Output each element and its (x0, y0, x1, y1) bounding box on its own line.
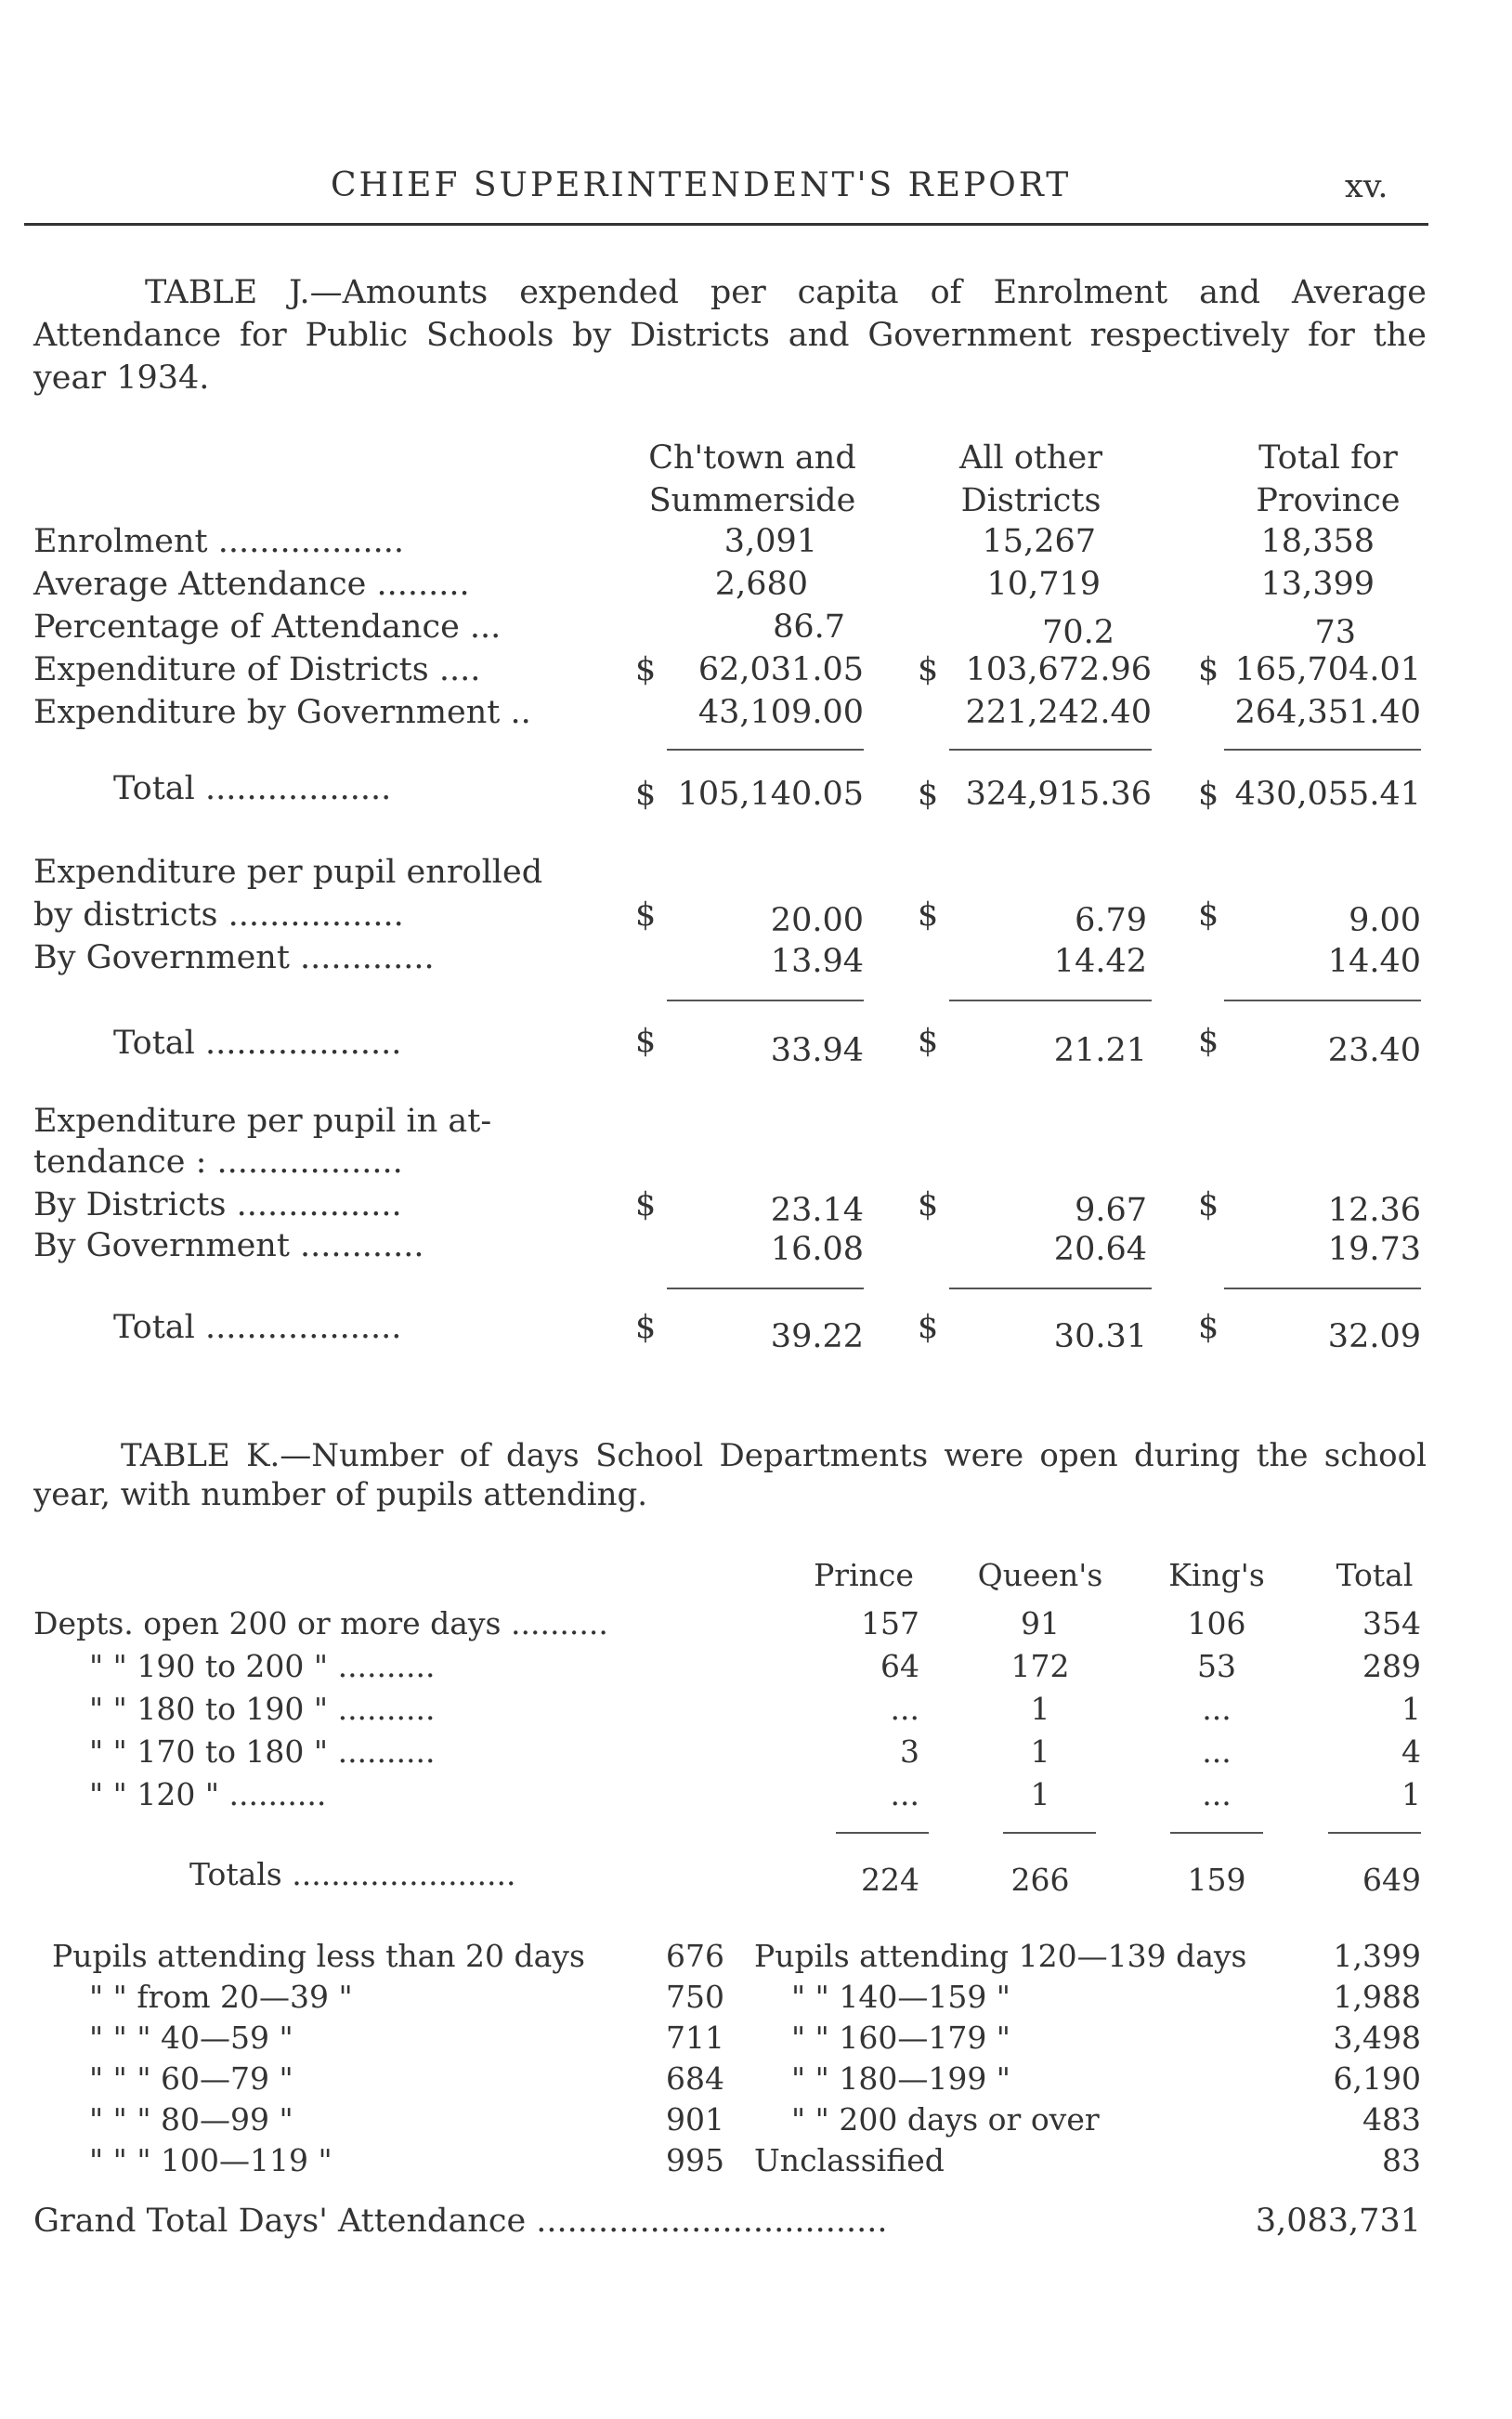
attendance-government-cell: 19.73 (1327, 1231, 1421, 1268)
pupils-right-value: 83 (1382, 2142, 1421, 2178)
table-j-row-label: Expenditure by Government .. (33, 694, 531, 731)
table-k-row-label: " " 120 " .......... (89, 1776, 327, 1812)
sum-rule (836, 1832, 929, 1834)
attendance-districts-cell: 23.14 (770, 1192, 864, 1229)
enrolled-total-label: Total ................... (113, 1025, 402, 1062)
page-number: xv. (1345, 168, 1388, 205)
pupils-left-label: " " " 80—99 " (89, 2101, 293, 2138)
sum-rule (667, 1000, 864, 1001)
table-k-cell: ... (890, 1691, 919, 1727)
sum-rule (949, 1288, 1152, 1289)
pupils-left-value: 995 (666, 2142, 724, 2178)
sum-rule (1224, 749, 1421, 751)
table-k-total-cell: 224 (861, 1862, 919, 1898)
dollar-sign: $ (1198, 1309, 1219, 1346)
sum-rule (949, 749, 1152, 751)
attendance-label-4: By Government ............ (33, 1227, 424, 1264)
table-k-cell: 64 (880, 1648, 919, 1684)
dollar-sign: $ (918, 896, 939, 934)
table-j-cell: 3,091 (723, 523, 817, 560)
table-j-cell: 43,109.00 (697, 694, 864, 731)
attendance-districts-cell: 9.67 (1075, 1192, 1147, 1229)
table-k-cell: ... (890, 1776, 919, 1812)
pupils-left-value: 676 (666, 1938, 724, 1974)
table-k-cell: 1 (1401, 1691, 1421, 1727)
header-rule (24, 223, 1428, 226)
attendance-government-cell: 16.08 (770, 1231, 864, 1268)
dollar-sign: $ (635, 896, 657, 934)
table-k-cell: 91 (1021, 1605, 1060, 1641)
pupils-left-label: Pupils attending less than 20 days (52, 1938, 585, 1974)
table-k-total-cell: 266 (1010, 1862, 1070, 1898)
table-k-row-label: Depts. open 200 or more days .......... (33, 1605, 608, 1641)
pupils-right-label: Pupils attending 120—139 days (754, 1938, 1247, 1974)
page-header-title: CHIEF SUPERINTENDENT'S REPORT (331, 166, 1072, 204)
table-j-row-label: Average Attendance ......... (33, 566, 470, 603)
table-j-cell: 10,719 (986, 566, 1101, 603)
table-j-row-label: Percentage of Attendance ... (33, 608, 502, 646)
pupils-left-label: " " " 60—79 " (89, 2060, 293, 2097)
grand-total-label: Grand Total Days' Attendance .................................. (33, 2203, 888, 2240)
sum-rule (1003, 1832, 1096, 1834)
dollar-sign: $ (1198, 1186, 1219, 1223)
pupils-right-label: " " 180—199 " (791, 2060, 1010, 2097)
enrolled-districts-cell: 20.00 (770, 902, 864, 939)
dollar-sign: $ (635, 1309, 657, 1346)
table-j-row-label: Enrolment .................. (33, 523, 404, 560)
table-j-cell: 165,704.01 (1234, 651, 1421, 688)
pupils-left-label: " " from 20—39 " (89, 1979, 353, 2015)
table-k-col-header: Prince (814, 1557, 914, 1593)
enrolled-label-1: Expenditure per pupil enrolled (33, 854, 543, 891)
table-k-cell: 3 (900, 1733, 919, 1770)
attendance-total-label: Total ................... (113, 1309, 402, 1346)
table-k-total-cell: 649 (1362, 1862, 1421, 1898)
dollar-sign: $ (918, 776, 939, 813)
attendance-districts-cell: 12.36 (1327, 1192, 1421, 1229)
attendance-total-cell: 30.31 (1053, 1318, 1147, 1355)
enrolled-districts-cell: 6.79 (1075, 902, 1147, 939)
enrolled-label-2: by districts ................. (33, 896, 404, 934)
table-k-cell: 1 (1030, 1691, 1050, 1727)
table-j-total-cell: 430,055.41 (1234, 776, 1421, 813)
attendance-label-1: Expenditure per pupil in at- (33, 1103, 492, 1140)
sum-rule (667, 749, 864, 751)
enrolled-total-cell: 23.40 (1327, 1032, 1421, 1069)
table-j-cell: 70.2 (1042, 614, 1114, 651)
pupils-right-value: 3,498 (1333, 2020, 1421, 2056)
table-j-col3-header: Total for Province (1256, 439, 1401, 519)
pupils-left-value: 901 (666, 2101, 724, 2138)
dollar-sign: $ (1198, 776, 1219, 813)
pupils-left-value: 750 (666, 1979, 724, 2015)
table-j-cell: 221,242.40 (965, 694, 1152, 731)
table-k-cell: 172 (1010, 1648, 1070, 1684)
pupils-right-label: Unclassified (754, 2142, 945, 2178)
enrolled-total-cell: 33.94 (770, 1032, 864, 1069)
dollar-sign: $ (635, 1186, 657, 1223)
table-k-cell: ... (1202, 1691, 1232, 1727)
dollar-sign: $ (1198, 1023, 1219, 1060)
attendance-government-cell: 20.64 (1053, 1231, 1147, 1268)
dollar-sign: $ (918, 651, 939, 688)
enrolled-government-cell: 13.94 (770, 943, 864, 980)
attendance-label-3: By Districts ................ (33, 1186, 402, 1223)
sum-rule (667, 1288, 864, 1289)
table-k-cell: 289 (1362, 1648, 1421, 1684)
sum-rule (1224, 1288, 1421, 1289)
table-j-col1-header: Ch'town and Summerside (648, 439, 856, 519)
sum-rule (1224, 1000, 1421, 1001)
table-k-cell: 1 (1030, 1776, 1050, 1812)
attendance-label-2: tendance : .................. (33, 1144, 403, 1181)
pupils-left-label: " " " 40—59 " (89, 2020, 293, 2056)
table-k-cell: ... (1202, 1733, 1232, 1770)
table-j-cell: 73 (1314, 614, 1356, 651)
pupils-right-value: 483 (1362, 2101, 1421, 2138)
attendance-total-cell: 32.09 (1327, 1318, 1421, 1355)
table-j-cell: 15,267 (982, 523, 1096, 560)
table-j-caption: TABLE J.—Amounts expended per capita of Enrolment and Average Attendance for Public Schools by Districts and Government respectively for the year 1934. (33, 274, 1427, 397)
sum-rule (1328, 1832, 1421, 1834)
table-k-caption: TABLE K.—Number of days School Departments were open during the school year, with number of pupils attending. (33, 1437, 1427, 1513)
enrolled-government-cell: 14.40 (1327, 943, 1421, 980)
pupils-left-label: " " " 100—119 " (89, 2142, 332, 2178)
pupils-left-value: 711 (666, 2020, 724, 2056)
pupils-right-value: 1,399 (1333, 1938, 1421, 1974)
grand-total-value: 3,083,731 (1255, 2203, 1421, 2240)
table-j-cell: 2,680 (714, 566, 808, 603)
table-k-col-header: Queen's (977, 1557, 1103, 1593)
table-k-cell: 106 (1187, 1605, 1246, 1641)
table-k-row-label: " " 180 to 190 " .......... (89, 1691, 436, 1727)
table-j-cell: 18,358 (1260, 523, 1375, 560)
table-j-row-label: Expenditure of Districts .... (33, 651, 481, 688)
table-k-col-header: Total (1336, 1557, 1414, 1593)
table-k-row-label: " " 170 to 180 " .......... (89, 1733, 436, 1770)
dollar-sign: $ (635, 1023, 657, 1060)
pupils-right-label: " " 160—179 " (791, 2020, 1010, 2056)
sum-rule (949, 1000, 1152, 1001)
table-k-cell: 1 (1030, 1733, 1050, 1770)
table-j-col2-header: All other Districts (959, 439, 1102, 519)
pupils-right-label: " " 140—159 " (791, 1979, 1010, 2015)
table-k-total-cell: 159 (1187, 1862, 1246, 1898)
table-k-cell: 354 (1362, 1605, 1421, 1641)
table-j-cell: 13,399 (1260, 566, 1375, 603)
table-k-col-header: King's (1168, 1557, 1265, 1593)
table-j-total-cell: 324,915.36 (965, 776, 1152, 813)
table-k-cell: 53 (1197, 1648, 1236, 1684)
sum-rule (1170, 1832, 1263, 1834)
dollar-sign: $ (635, 651, 657, 688)
table-j-cell: 86.7 (773, 608, 845, 646)
enrolled-total-cell: 21.21 (1053, 1032, 1147, 1069)
table-k-cell: ... (1202, 1776, 1232, 1812)
table-j-cell: 103,672.96 (965, 651, 1152, 688)
pupils-right-label: " " 200 days or over (791, 2101, 1100, 2138)
enrolled-label-3: By Government ............. (33, 939, 435, 976)
table-k-cell: 157 (861, 1605, 919, 1641)
dollar-sign: $ (918, 1023, 939, 1060)
table-k-cell: 1 (1401, 1776, 1421, 1812)
dollar-sign: $ (1198, 896, 1219, 934)
dollar-sign: $ (918, 1186, 939, 1223)
pupils-right-value: 1,988 (1333, 1979, 1421, 2015)
table-j-cell: 264,351.40 (1234, 694, 1421, 731)
table-k-cell: 4 (1401, 1733, 1421, 1770)
table-j-total-label: Total .................. (113, 770, 392, 807)
table-k-totals-label: Totals ....................... (189, 1856, 516, 1892)
table-j-cell: 62,031.05 (697, 651, 864, 688)
dollar-sign: $ (1198, 651, 1219, 688)
table-j-total-cell: 105,140.05 (677, 776, 864, 813)
table-k-row-label: " " 190 to 200 " .......... (89, 1648, 436, 1684)
attendance-total-cell: 39.22 (770, 1318, 864, 1355)
pupils-left-value: 684 (666, 2060, 724, 2097)
pupils-right-value: 6,190 (1333, 2060, 1421, 2097)
dollar-sign: $ (918, 1309, 939, 1346)
enrolled-districts-cell: 9.00 (1349, 902, 1421, 939)
dollar-sign: $ (635, 776, 657, 813)
enrolled-government-cell: 14.42 (1053, 943, 1147, 980)
